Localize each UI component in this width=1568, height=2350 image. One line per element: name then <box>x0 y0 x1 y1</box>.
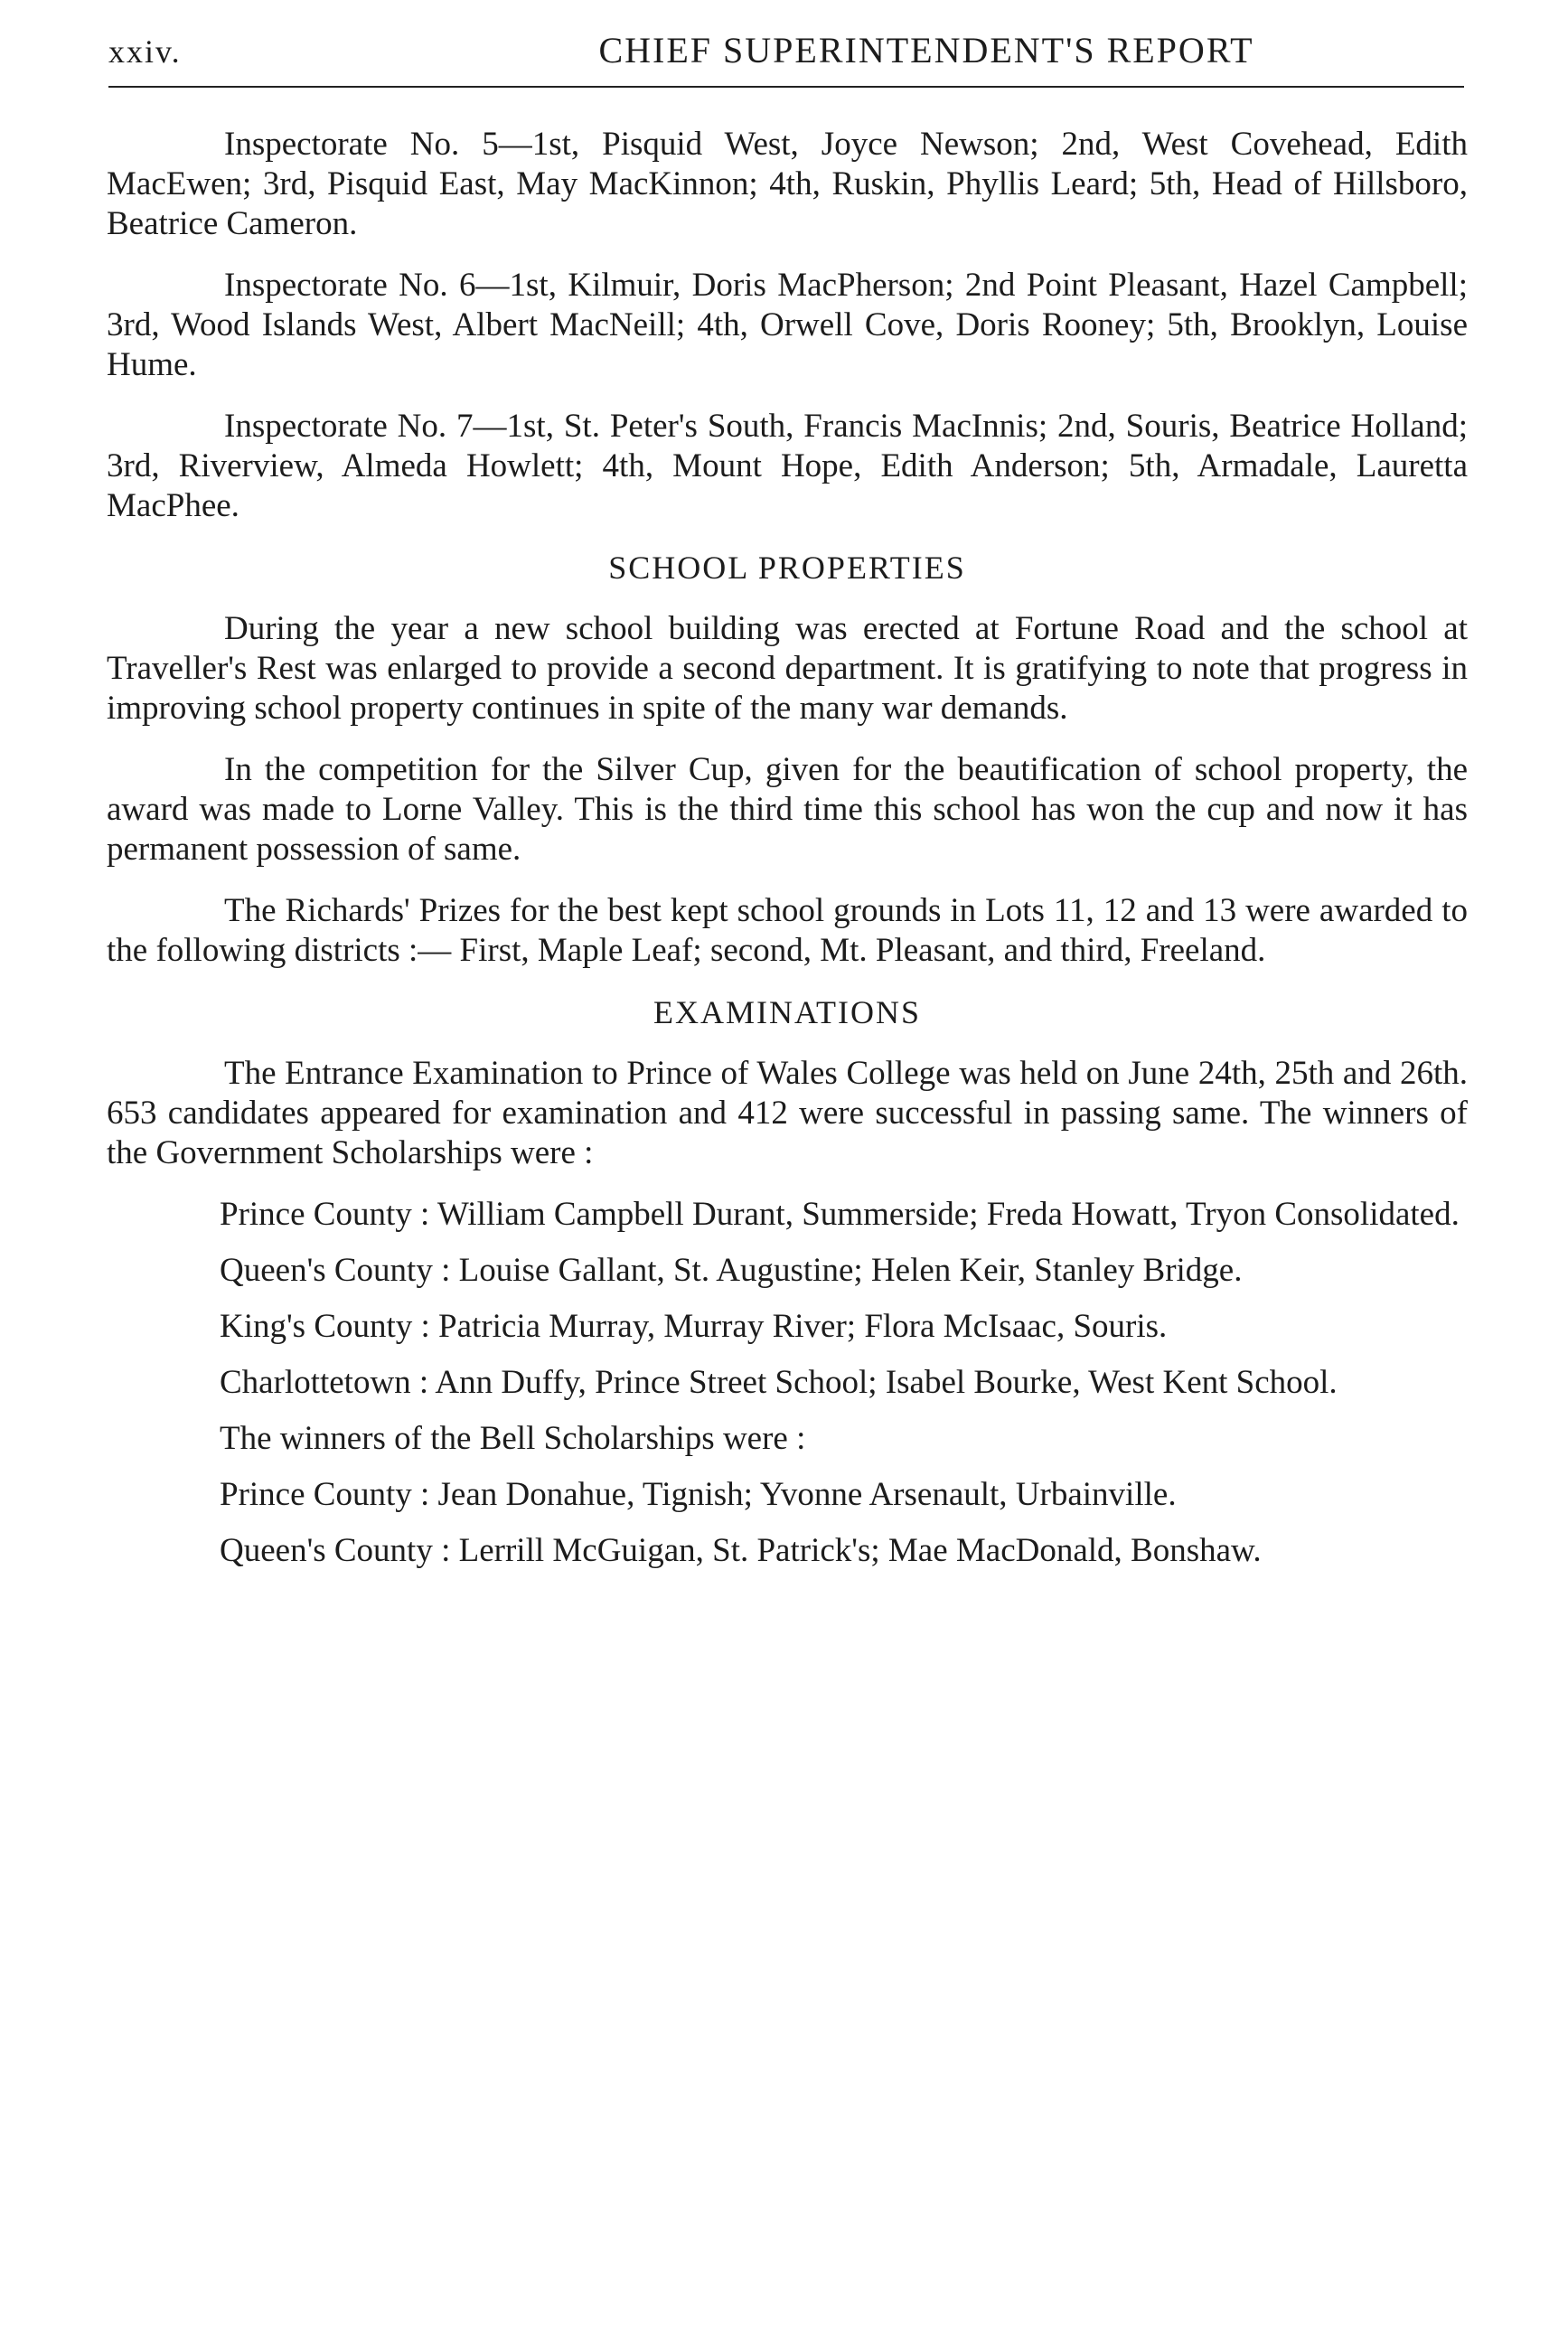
header-rule <box>108 86 1464 88</box>
scholarship-queens-county: Queen's County : Louise Gallant, St. Augustine; Helen Keir, Stanley Bridge. <box>220 1252 1243 1289</box>
richards-prizes-paragraph: The Richards' Prizes for the best kept school grounds in Lots 11, 12 and 13 were awarded to the following districts :— First, Maple Leaf; second, Mt. Pleasant, and third, Freeland. <box>107 892 1468 969</box>
page-header <box>108 27 1464 90</box>
silver-cup-paragraph: In the competition for the Silver Cup, given for the beautification of school property, the award was made to Lorne Valley. This is the third time this school has won the cup and now it has permanent possession of same. <box>107 751 1468 868</box>
bell-scholarship-prince-county: Prince County : Jean Donahue, Tignish; Yvonne Arsenault, Urbainville. <box>220 1476 1177 1513</box>
bell-scholarships-intro: The winners of the Bell Scholarships were : <box>220 1420 806 1457</box>
inspectorate-7-paragraph: Inspectorate No. 7—1st, St. Peter's South, Francis MacInnis; 2nd, Souris, Beatrice Holland; 3rd, Riverview, Almeda Howlett; 4th, Mount Hope, Edith Anderson; 5th, Armadale, Lauretta MacPhee. <box>107 408 1468 524</box>
school-properties-heading: SCHOOL PROPERTIES <box>608 550 966 586</box>
running-title: CHIEF SUPERINTENDENT'S REPORT <box>598 30 1254 70</box>
inspectorate-5-paragraph: Inspectorate No. 5—1st, Pisquid West, Joyce Newson; 2nd, West Covehead, Edith MacEwen; 3rd, Pisquid East, May MacKinnon; 4th, Ruskin, Phyllis Leard; 5th, Head of Hillsboro, Beatrice Cameron. <box>107 126 1468 242</box>
page-number: xxiv. <box>108 33 182 70</box>
page-body <box>107 125 1468 1587</box>
inspectorate-6-paragraph: Inspectorate No. 6—1st, Kilmuir, Doris MacPherson; 2nd Point Pleasant, Hazel Campbell; 3rd, Wood Islands West, Albert MacNeill; 4th, Orwell Cove, Doris Rooney; 5th, Brooklyn, Louise Hume. <box>107 267 1468 383</box>
bell-scholarship-queens-county: Queen's County : Lerrill McGuigan, St. Patrick's; Mae MacDonald, Bonshaw. <box>220 1532 1262 1569</box>
new-buildings-paragraph: During the year a new school building was erected at Fortune Road and the school at Traveller's Rest was enlarged to provide a second department. It is gratifying to note that progress in improving school property continues in spite of the many war demands. <box>107 610 1468 727</box>
scholarship-kings-county: King's County : Patricia Murray, Murray River; Flora McIsaac, Souris. <box>220 1308 1168 1345</box>
scholarship-charlottetown: Charlottetown : Ann Duffy, Prince Street School; Isabel Bourke, West Kent School. <box>220 1364 1338 1401</box>
entrance-exam-paragraph: The Entrance Examination to Prince of Wales College was held on June 24th, 25th and 26th. 653 candidates appeared for examination and 412 were successful in passing same. The winners of the Government Scholarships were : <box>107 1055 1468 1171</box>
scholarship-prince-county: Prince County : William Campbell Durant, Summerside; Freda Howatt, Tryon Consolidated. <box>220 1196 1460 1233</box>
examinations-heading: EXAMINATIONS <box>653 994 921 1030</box>
